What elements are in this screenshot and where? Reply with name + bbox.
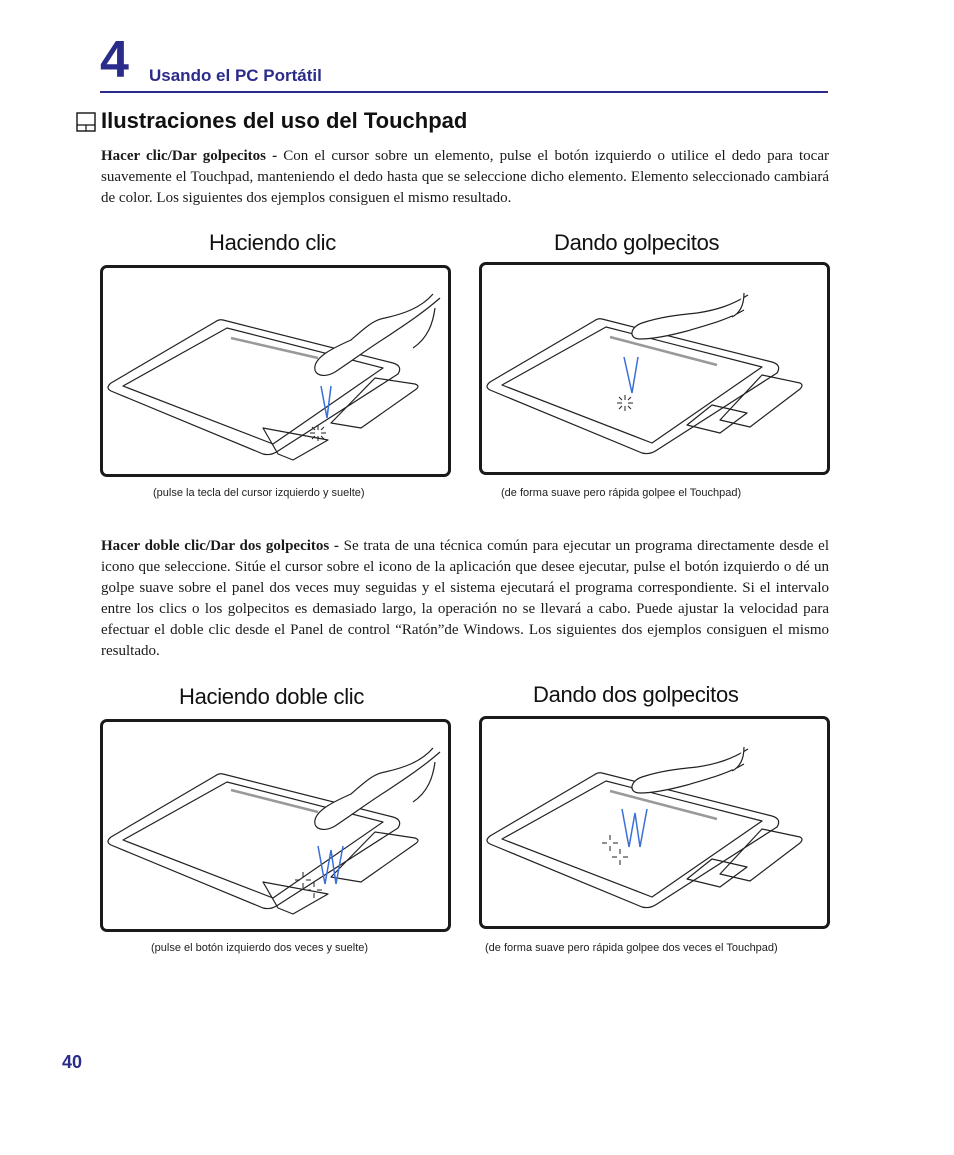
illustration-click [100,265,451,477]
illustration-double-tap [479,716,830,929]
page-number: 40 [62,1052,83,1072]
paragraph-lead: Hacer clic/Dar golpecitos - [101,148,278,164]
chapter-number: 4 [100,31,129,89]
paragraph-click [101,146,829,209]
section-title: Ilustraciones del uso del Touchpad [101,108,468,133]
spark-icon [310,425,326,441]
chapter-title: Usando el PC Portátil [149,66,322,85]
caption-tap: (de forma suave pero rápida golpee el Touchpad) [501,487,742,499]
paragraph-lead: Hacer doble clic/Dar dos golpecitos - [101,538,339,554]
illustration-tap [479,262,830,475]
figure-title-tap: Dando golpecitos [554,230,720,255]
caption-double-tap: (de forma suave pero rápida golpee dos veces el Touchpad) [485,942,778,954]
caption-click: (pulse la tecla del cursor izquierdo y suelte) [153,487,365,499]
figure-title-click: Haciendo clic [209,230,336,255]
figure-title-double-click: Haciendo doble clic [179,684,365,709]
figure-title-double-tap: Dando dos golpecitos [533,682,739,707]
paragraph-text: Con el cursor sobre un elemento, pulse el botón izquierdo o utilice el dedo para tocar suavemente el Touchpad, manteniendo el dedo hasta que se seleccione dicho elemento. Elemento seleccionado cambiará de color. Los siguientes dos ejemplos consiguen el mismo resultado. [101,148,829,206]
caption-double-click: (pulse el botón izquierdo dos veces y suelte) [151,942,369,954]
touchpad-icon [76,112,96,132]
illustration-double-click [100,719,451,932]
paragraph-text: Se trata de una técnica común para ejecutar un programa directamente desde el icono que seleccione. Sitúe el cursor sobre el icono de la aplicación que desee ejecutar, pulse el botón izquierdo o dé un golpe suave sobre el panel dos veces muy seguidas y el sistema ejecutará el programa correspondiente. Si el intervalo entre los clics o los golpecitos es demasiado largo, la operación no se llevará a cabo. Puede ajustar la velocidad para efectuar el doble clic desde el Panel de control “Ratón”de Windows. Los siguientes dos ejemplos consiguen el mismo resultado. [101,538,829,659]
header-rule [100,91,828,93]
paragraph-double-click [101,536,829,662]
